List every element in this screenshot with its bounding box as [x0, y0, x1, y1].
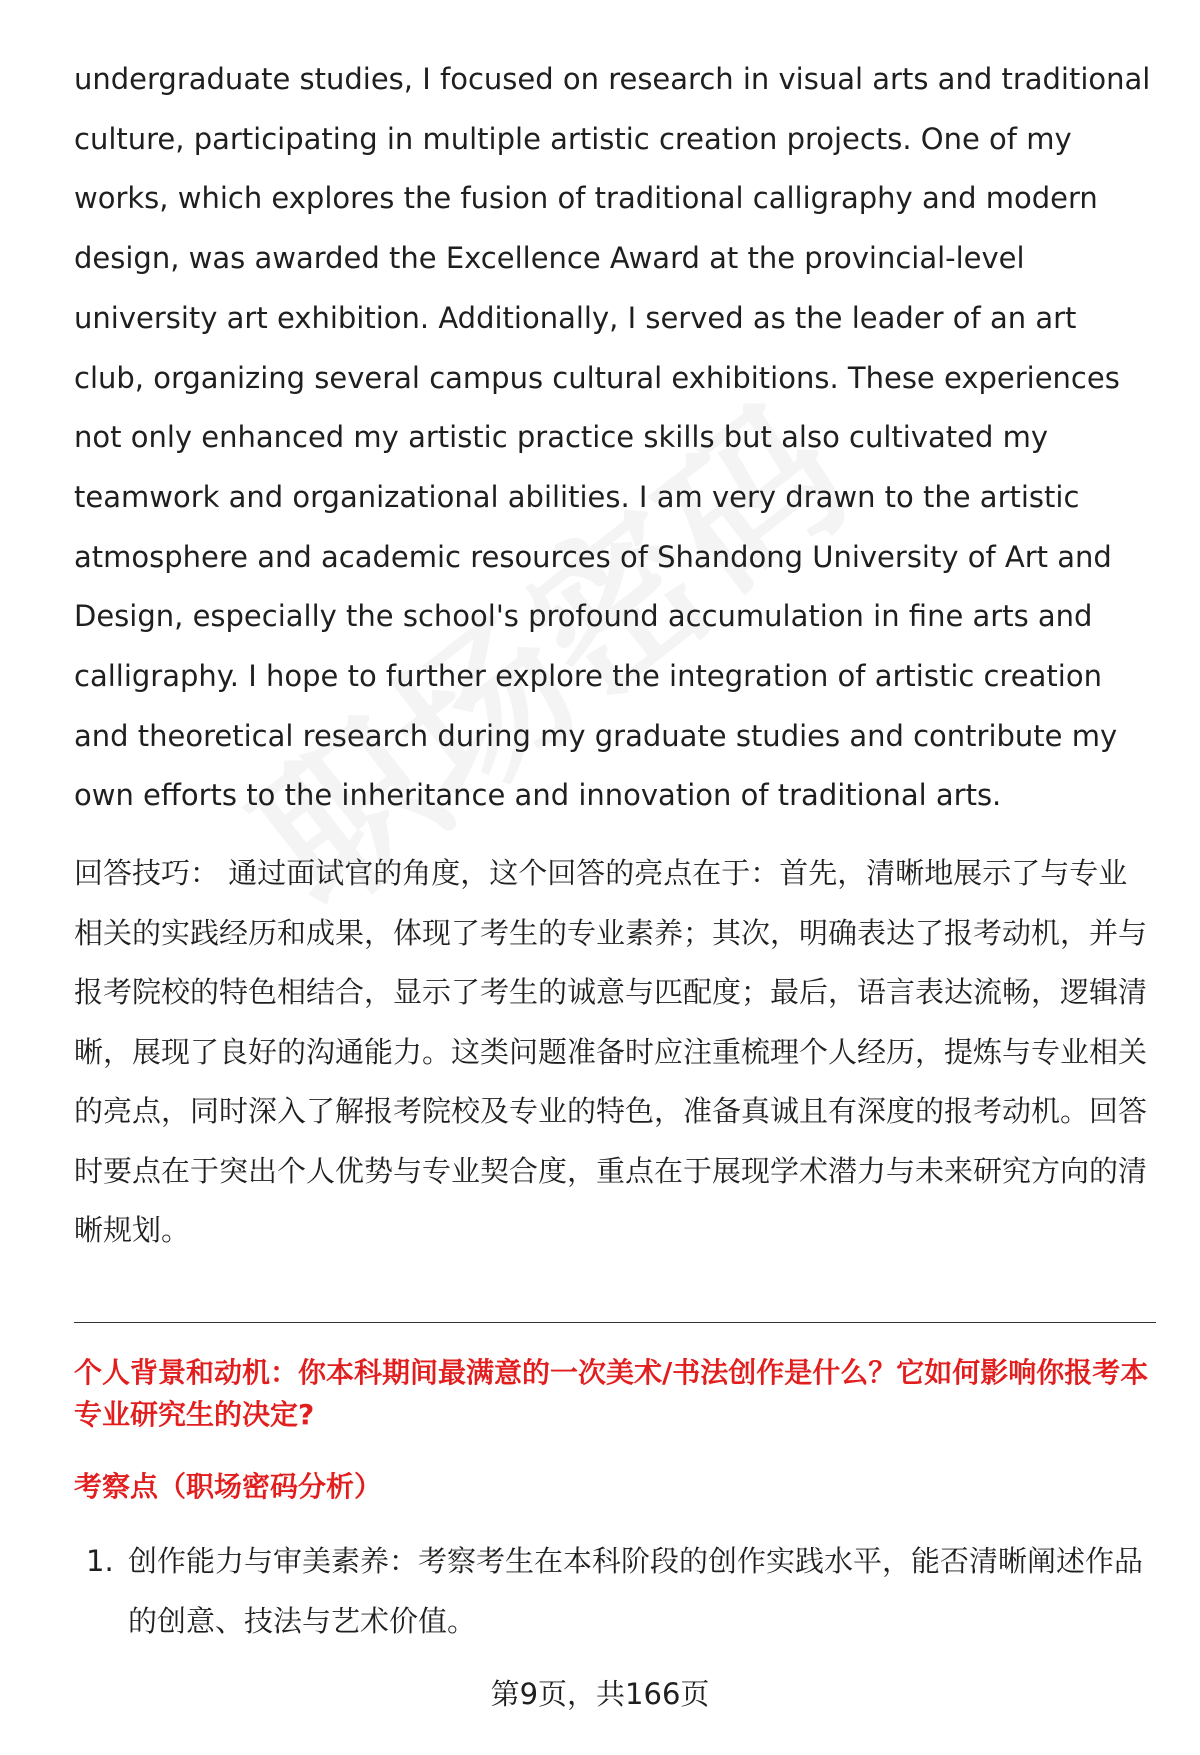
- examination-points-heading: 考察点（职场密码分析）: [74, 1470, 383, 1503]
- examination-points-list: [74, 1532, 1156, 1651]
- english-answer-paragraph: undergraduate studies, I focused on research in visual arts and traditional culture, participating in multiple artistic creation projects. One of my works, which explores the fusion of traditional calligraphy and modern design, was awarded the Excellence Award at the provincial-level university art exhibition. Additionally, I served as the leader of an art club, organizing several campus cultural exhibitions. These experiences not only enhanced my artistic practice skills but also cultivated my teamwork and organizational abilities. I am very drawn to the artistic atmosphere and academic resources of Shandong University of Art and Design, especially the school's profound accumulation in fine arts and calligraphy. I hope to further explore the integration of artistic creation and theoretical research during my graduate studies and contribute my own efforts to the inheritance and innovation of traditional arts.: [74, 62, 1151, 813]
- list-item-number: 1.: [86, 1544, 114, 1578]
- page-number-footer: 第9页，共166页: [490, 1677, 710, 1711]
- page-content: [74, 50, 1154, 1261]
- list-item-text: 创作能力与审美素养：考察考生在本科阶段的创作实践水平，能否清晰阐述作品的创意、技法与艺术价值。: [128, 1544, 1144, 1638]
- list-item: [74, 1532, 1156, 1651]
- tips-text: 通过面试官的角度，这个回答的亮点在于：首先，清晰地展示了与专业相关的实践经历和成果，体现了考生的专业素养；其次，明确表达了报考动机，并与报考院校的特色相结合，显示了考生的诚意与匹配度；最后，语言表达流畅，逻辑清晰，展现了良好的沟通能力。这类问题准备时应注重梳理个人经历，提炼与专业相关的亮点，同时深入了解报考院校及专业的特色，准备真诚且有深度的报考动机。回答时要点在于突出个人优势与专业契合度，重点在于展现学术潜力与未来研究方向的清晰规划。: [74, 856, 1148, 1248]
- section-divider: [74, 1322, 1156, 1323]
- tips-label: 回答技巧：: [74, 856, 220, 891]
- question-heading: 个人背景和动机：你本科期间最满意的一次美术/书法创作是什么？它如何影响你报考本专业研究生的决定?: [74, 1356, 1149, 1431]
- answer-tips-paragraph: [74, 844, 1154, 1261]
